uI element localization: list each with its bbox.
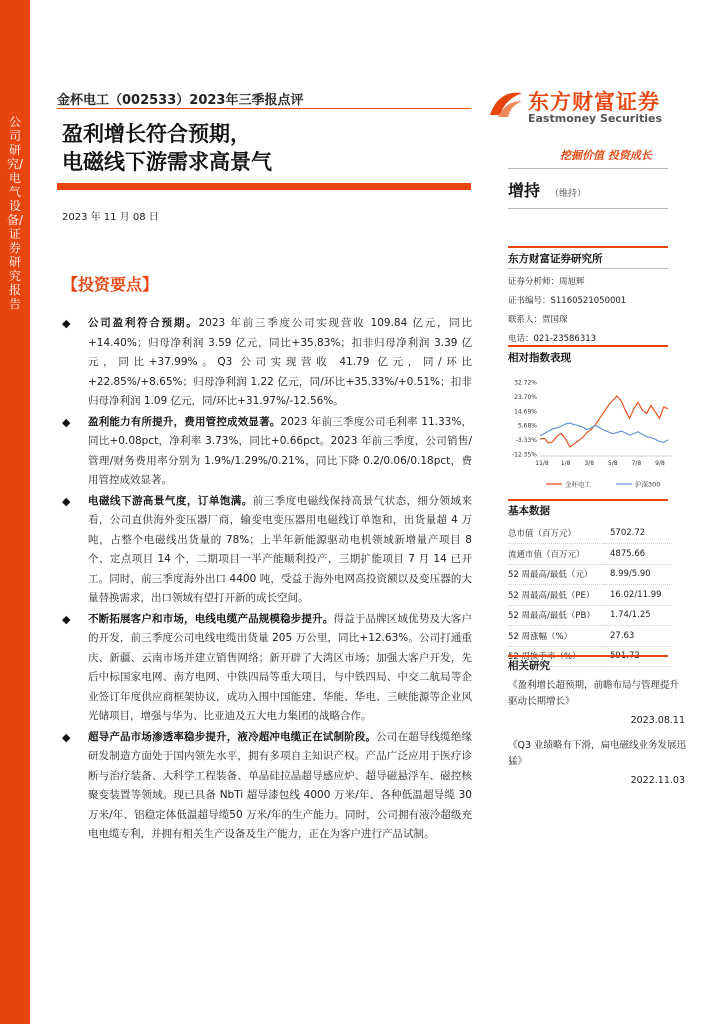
brand-name-cn: 东方财富证券	[528, 90, 660, 114]
related-report-date: 2022.11.03	[630, 775, 685, 786]
sidebar-strip	[0, 0, 30, 1024]
key-points	[62, 314, 472, 845]
fund-value: 4875.66	[604, 544, 672, 565]
x-tick-label: 1/8	[560, 460, 571, 467]
title-accent-bar	[57, 183, 471, 190]
fund-value: 8.99/5.90	[604, 564, 672, 585]
fund-value: 16.02/11.99	[604, 585, 672, 606]
key-point-text: 前三季度电磁线保持高景气状态，细分领域来看，公司直供海外变压器厂商，输变电变压器用电磁线订单饱和，出货量超 4 万吨，占整个电磁线出货量的 78%；上半年新能源驱动电机领域新增量产项目 8 个、定点项目 14 个，二期项目一半产能顺利投产，三期扩能项目 7 月 14 已开工。同时，前三季度海外出口 4400 吨，受益于海外电网高投资额以及变压器的大量替换需求，出口领域有望打开新的成长空间。	[88, 494, 473, 604]
rating-sub: （维持）	[550, 189, 587, 199]
header-divider	[57, 108, 471, 109]
rating-label: 增持	[508, 181, 541, 200]
fund-label: 52 周最高/最低（PE）	[508, 585, 604, 606]
key-point-lead: 超导产品市场渗透率稳步提升，液冷超冲电缆正在试制阶段。	[88, 730, 377, 743]
legend-label: 沪深300	[635, 480, 661, 489]
series-line	[540, 423, 668, 442]
y-tick-label: 5.68%	[517, 422, 537, 430]
fund-label: 总市值（百万元）	[508, 523, 604, 544]
chart-section-title: 相对指数表现	[508, 352, 571, 364]
x-tick-label: 11/8	[535, 460, 549, 467]
table-row	[508, 605, 672, 626]
x-tick-label: 5/8	[607, 460, 618, 467]
brand-slogan: 挖掘价值 投资成长	[560, 149, 652, 162]
fund-label: 流通市值（百万元）	[508, 544, 604, 565]
report-line: 金杯电工（002533）2023年三季报点评	[57, 93, 304, 108]
relative-index-chart	[508, 376, 674, 494]
title-line-2: 电磁线下游需求高景气	[62, 150, 272, 174]
y-tick-label: -3.33%	[515, 437, 537, 445]
key-point-lead: 盈利能力有所提升，费用管控成效显著。	[88, 415, 281, 428]
analyst-name: 证券分析师：周旭辉	[508, 277, 585, 287]
brand-name-en: Eastmoney Securities	[528, 112, 663, 125]
key-point	[62, 610, 472, 727]
institute-divider	[508, 246, 668, 248]
y-tick-label: 14.69%	[514, 408, 537, 416]
key-point-lead: 电磁线下游高景气度，订单饱满。	[88, 494, 253, 507]
key-point-lead: 不断拓展客户和市场，电线电缆产品规模稳步提升。	[88, 612, 334, 625]
fund-value: 27.63	[604, 626, 672, 647]
institute-name-divider	[508, 268, 668, 269]
key-point	[62, 492, 472, 609]
y-tick-label: 23.70%	[514, 393, 537, 401]
fund-value: 5702.72	[604, 523, 672, 544]
diamond-bullet-icon: ◆	[62, 612, 71, 626]
fundamentals-divider	[508, 499, 668, 501]
fund-label: 52 周最高/最低（元）	[508, 564, 604, 585]
y-tick-label: 32.72%	[514, 379, 537, 387]
x-tick-label: 3/8	[584, 460, 595, 467]
fund-value: 1.74/1.25	[604, 605, 672, 626]
section-title: 【投资要点】	[62, 275, 159, 294]
report-date: 2023 年 11 月 08 日	[62, 212, 159, 223]
sidebar-category-text: 公司研究/电气设备/证券研究报告	[6, 115, 24, 311]
rating-top-divider	[508, 168, 668, 169]
contact-phone: 电话：021-23586313	[508, 334, 597, 344]
rating-bottom-divider	[508, 208, 668, 209]
diamond-bullet-icon: ◆	[62, 494, 71, 508]
x-tick-label: 9/8	[655, 460, 665, 467]
y-tick-label: -12.35%	[511, 451, 537, 459]
chart-divider	[508, 345, 668, 347]
table-row	[508, 626, 672, 647]
title-line-1: 盈利增长符合预期，	[62, 122, 251, 146]
table-row	[508, 564, 672, 585]
related-report-date: 2023.08.11	[630, 715, 685, 726]
fund-value: 591.72	[604, 646, 672, 667]
fundamentals-table	[508, 523, 672, 667]
key-point-text: 公司在超导线缆绝缘研发制造方面处于国内领先水平，拥有多项自主知识产权。产品广泛应用于医疗诊断与治疗装备、大科学工程装备、单晶硅拉晶超导感应炉、超导磁悬浮车、磁控核聚变装置等领域。现已具备 NbTi 超导漆包线 4000 万米/年、各种低温超导缆 30 万米/年、铝稳定体低温超导缆50 万米/年的生产能力。同时，公司拥有液冷超级充电电缆专利，并拥有相关生产设备及生产能力，正在为客户进行产品试制。	[88, 730, 473, 840]
diamond-bullet-icon: ◆	[62, 415, 71, 429]
legend-label: 金杯电工	[565, 480, 591, 489]
fundamentals-title: 基本数据	[508, 505, 550, 517]
x-tick-label: 7/8	[631, 460, 642, 467]
diamond-bullet-icon: ◆	[62, 317, 71, 330]
related-report-link[interactable]: 《盈利增长超预期，前瞻布局与管理提升驱动长期增长》	[508, 680, 680, 707]
contact-person: 联系人：贾国琛	[508, 315, 568, 325]
table-row	[508, 585, 672, 606]
key-point	[62, 728, 472, 845]
fund-label: 52 周最高/最低（PB）	[508, 605, 604, 626]
key-point-text: 得益于品牌区域优势及大客户的开发，前三季度公司电线电缆出货量 205 万公里，同比+12.63%。公司打通重庆、新疆、云南市场并建立销售网络；新开辟了大湾区市场；加强大客户开发，先后中标国家电网、南方电网、中铁四局等重大项目，与中铁四局、中交二航局等企业签订年度供应商框架协议，成功入围中国能建、华能、华电、三峡能源等企业风光储项目，增强与华为、比亚迪及五大电力集团的战略合作。	[88, 612, 473, 722]
table-row	[508, 544, 672, 565]
table-row	[508, 523, 672, 544]
related-title: 相关研究	[508, 660, 550, 672]
brand-mark-icon	[488, 89, 524, 119]
diamond-bullet-icon: ◆	[62, 730, 71, 744]
key-point-lead: 公司盈利符合预期。	[88, 317, 199, 329]
brand-logo	[488, 86, 668, 130]
related-report-link[interactable]: 《Q3 业绩略有下滑，扁电磁线业务发展迅猛》	[508, 740, 687, 767]
key-point	[62, 413, 472, 491]
fund-label: 52 周换手率（%）	[508, 646, 604, 667]
key-point-text: 2023 年前三季度公司毛利率 11.33%，同比+0.08pct，净利率 3.73%，同比+0.66pct。2023 年前三季度，公司销售/管理/财务费用率分别为 1.9%/1.29%/0.21%，同比下降 0.2/0.06/0.18pct，费用管控成效显著。	[88, 415, 473, 486]
key-point-text: 2023 年前三季度公司实现营收 109.84 亿元，同比+14.40%；归母净利润 3.59 亿元，同比+35.83%；扣非归母净利润 3.39 亿元，同比+37.99%。Q3 公司实现营收 41.79 亿元，同/环比+22.85%/+8.65%；归母净利润 1.22 亿元，同/环比+35.33%/+0.51%；扣非归母净利润 1.09 亿元，同/环比+31.97%/-12.56%。	[88, 317, 472, 407]
fund-label: 52 周涨幅（%）	[508, 626, 604, 647]
series-line	[540, 396, 668, 447]
page-title	[62, 120, 272, 176]
certificate-number: 证书编号：S1160521050001	[508, 296, 627, 306]
institute-name: 东方财富证券研究所	[508, 253, 603, 265]
related-divider	[508, 655, 668, 657]
key-point	[62, 314, 472, 412]
